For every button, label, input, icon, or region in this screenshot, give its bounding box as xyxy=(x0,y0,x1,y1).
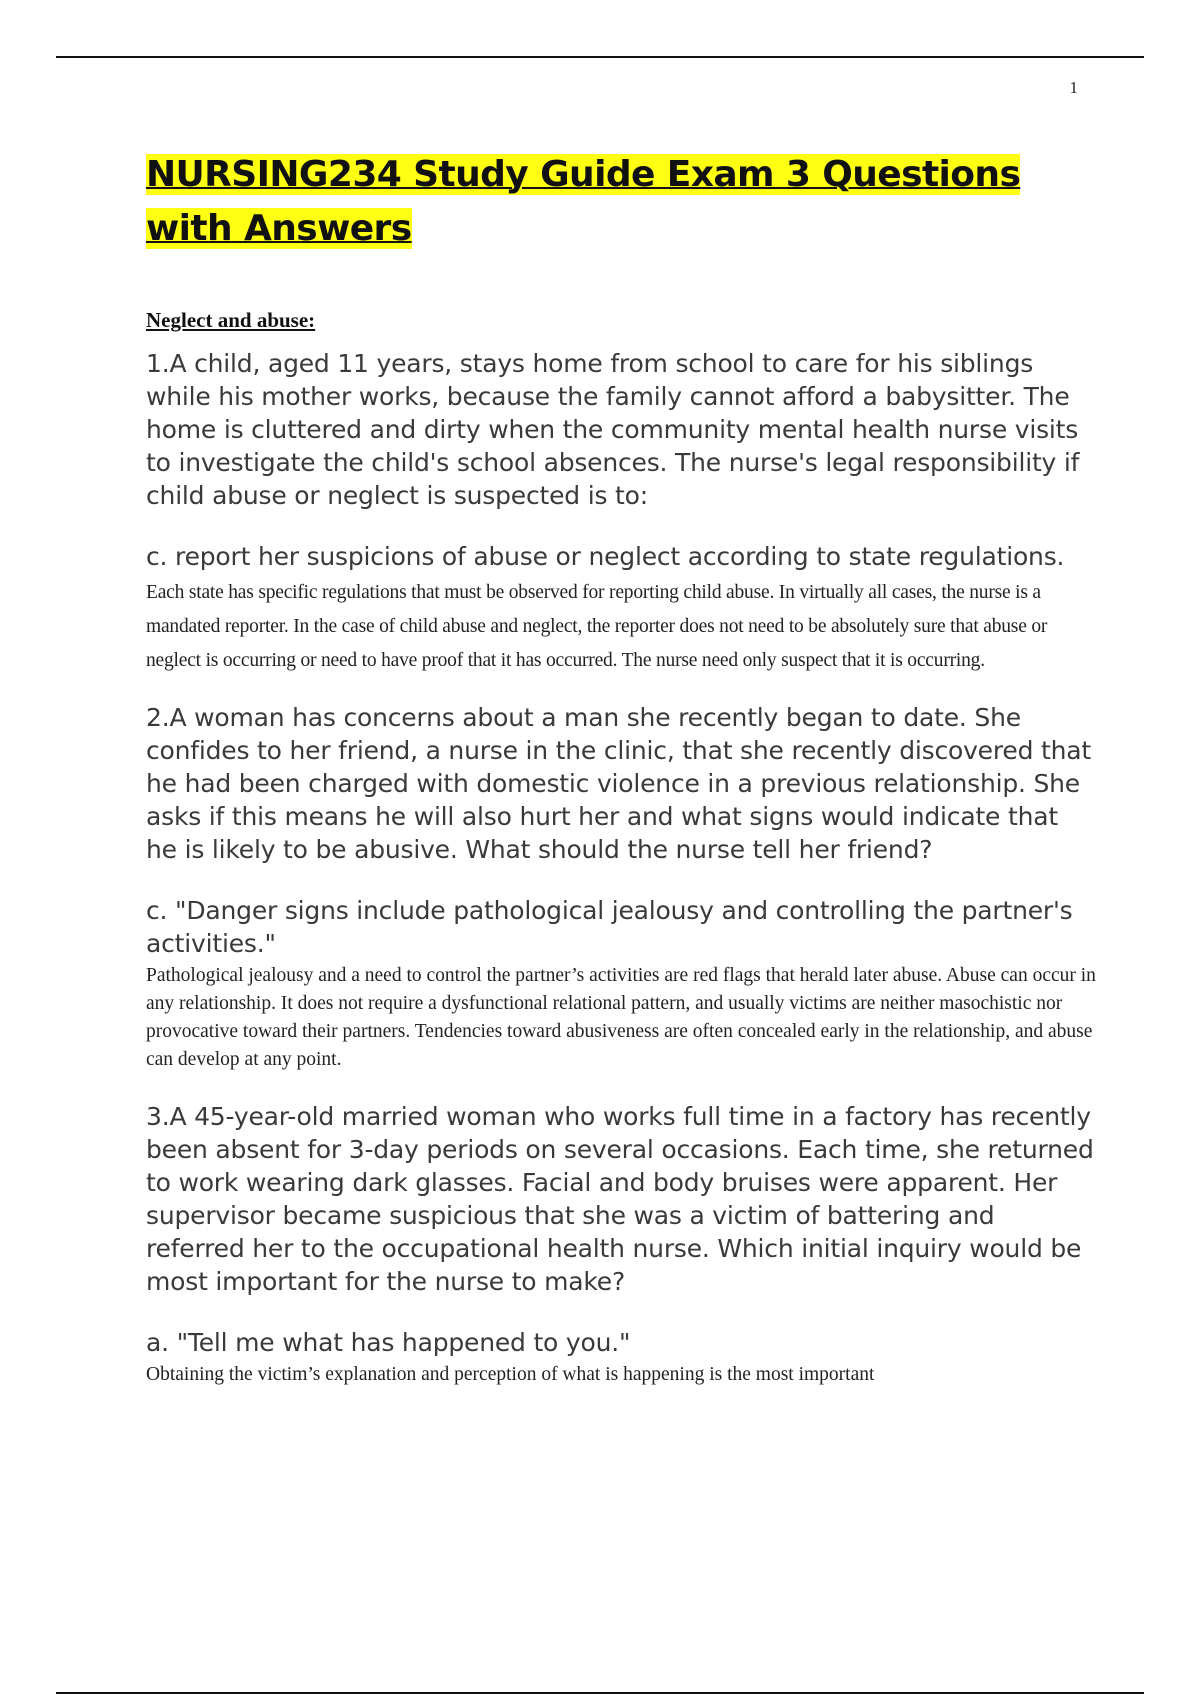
question-text: 2.A woman has concerns about a man she recently began to date. She confides to her friend, a nurse in the clinic, that she recently discovered that he had been charged with domestic violence in a previous relationship. She asks if this means he will also hurt her and what signs would indicate that he is likely to be abusive. What should the nurse tell her friend? xyxy=(146,703,1091,864)
answer-paragraph xyxy=(146,540,1096,675)
top-rule xyxy=(56,56,1144,58)
bottom-rule xyxy=(56,1692,1144,1694)
question-text: 1.A child, aged 11 years, stays home from school to care for his siblings while his mother works, because the family cannot afford a babysitter. The home is cluttered and dirty when the community mental health nurse visits to investigate the child's school absences. The nurse's legal responsibility if child abuse or neglect is suspected is to: xyxy=(146,349,1080,510)
rationale-text: Pathological jealousy and a need to control the partner’s activities are red flags that herald later abuse. Abuse can occur in any relationship. It does not require a dysfunctional relational pattern, and usually victims are neither masochistic nor provocative toward their partners. Tendencies toward abusiveness are often concealed early in the relationship, and abuse can develop at any point. xyxy=(146,965,1096,1070)
answer-text: c. report her suspicions of abuse or neglect according to state regulations. xyxy=(146,542,1065,571)
question-item-2 xyxy=(146,701,1096,1074)
section-heading: Neglect and abuse: xyxy=(146,308,316,332)
question-item-1 xyxy=(146,347,1096,675)
question-text: 3.A 45-year-old married woman who works full time in a factory has recently been absent for 3-day periods on several occasions. Each time, she returned to work wearing dark glasses. Facial and body bruises were apparent. Her supervisor became suspicious that she was a victim of battering and referred her to the occupational health nurse. Which initial inquiry would be most important for the nurse to make? xyxy=(146,1102,1094,1296)
question-item-3 xyxy=(146,1100,1096,1389)
answer-text: a. "Tell me what has happened to you." xyxy=(146,1328,631,1357)
answer-text: c. "Danger signs include pathological jealousy and controlling the partner's activities." xyxy=(146,896,1073,958)
document-title-text: NURSING234 Study Guide Exam 3 Questions with Answers xyxy=(146,154,1021,249)
rationale-text: Each state has specific regulations that must be observed for reporting child abuse. In virtually all cases, the nurse is a mandated reporter. In the case of child abuse and neglect, the reporter does not need to be absolutely sure that abuse or neglect is occurring or need to have proof that it has occurred. The nurse need only suspect that it is occurring. xyxy=(146,582,1048,671)
document-body xyxy=(146,148,1096,1389)
page-number: 1 xyxy=(1069,78,1078,97)
document-title xyxy=(146,148,1096,256)
rationale-text: Obtaining the victim’s explanation and perception of what is happening is the most important xyxy=(146,1364,875,1385)
